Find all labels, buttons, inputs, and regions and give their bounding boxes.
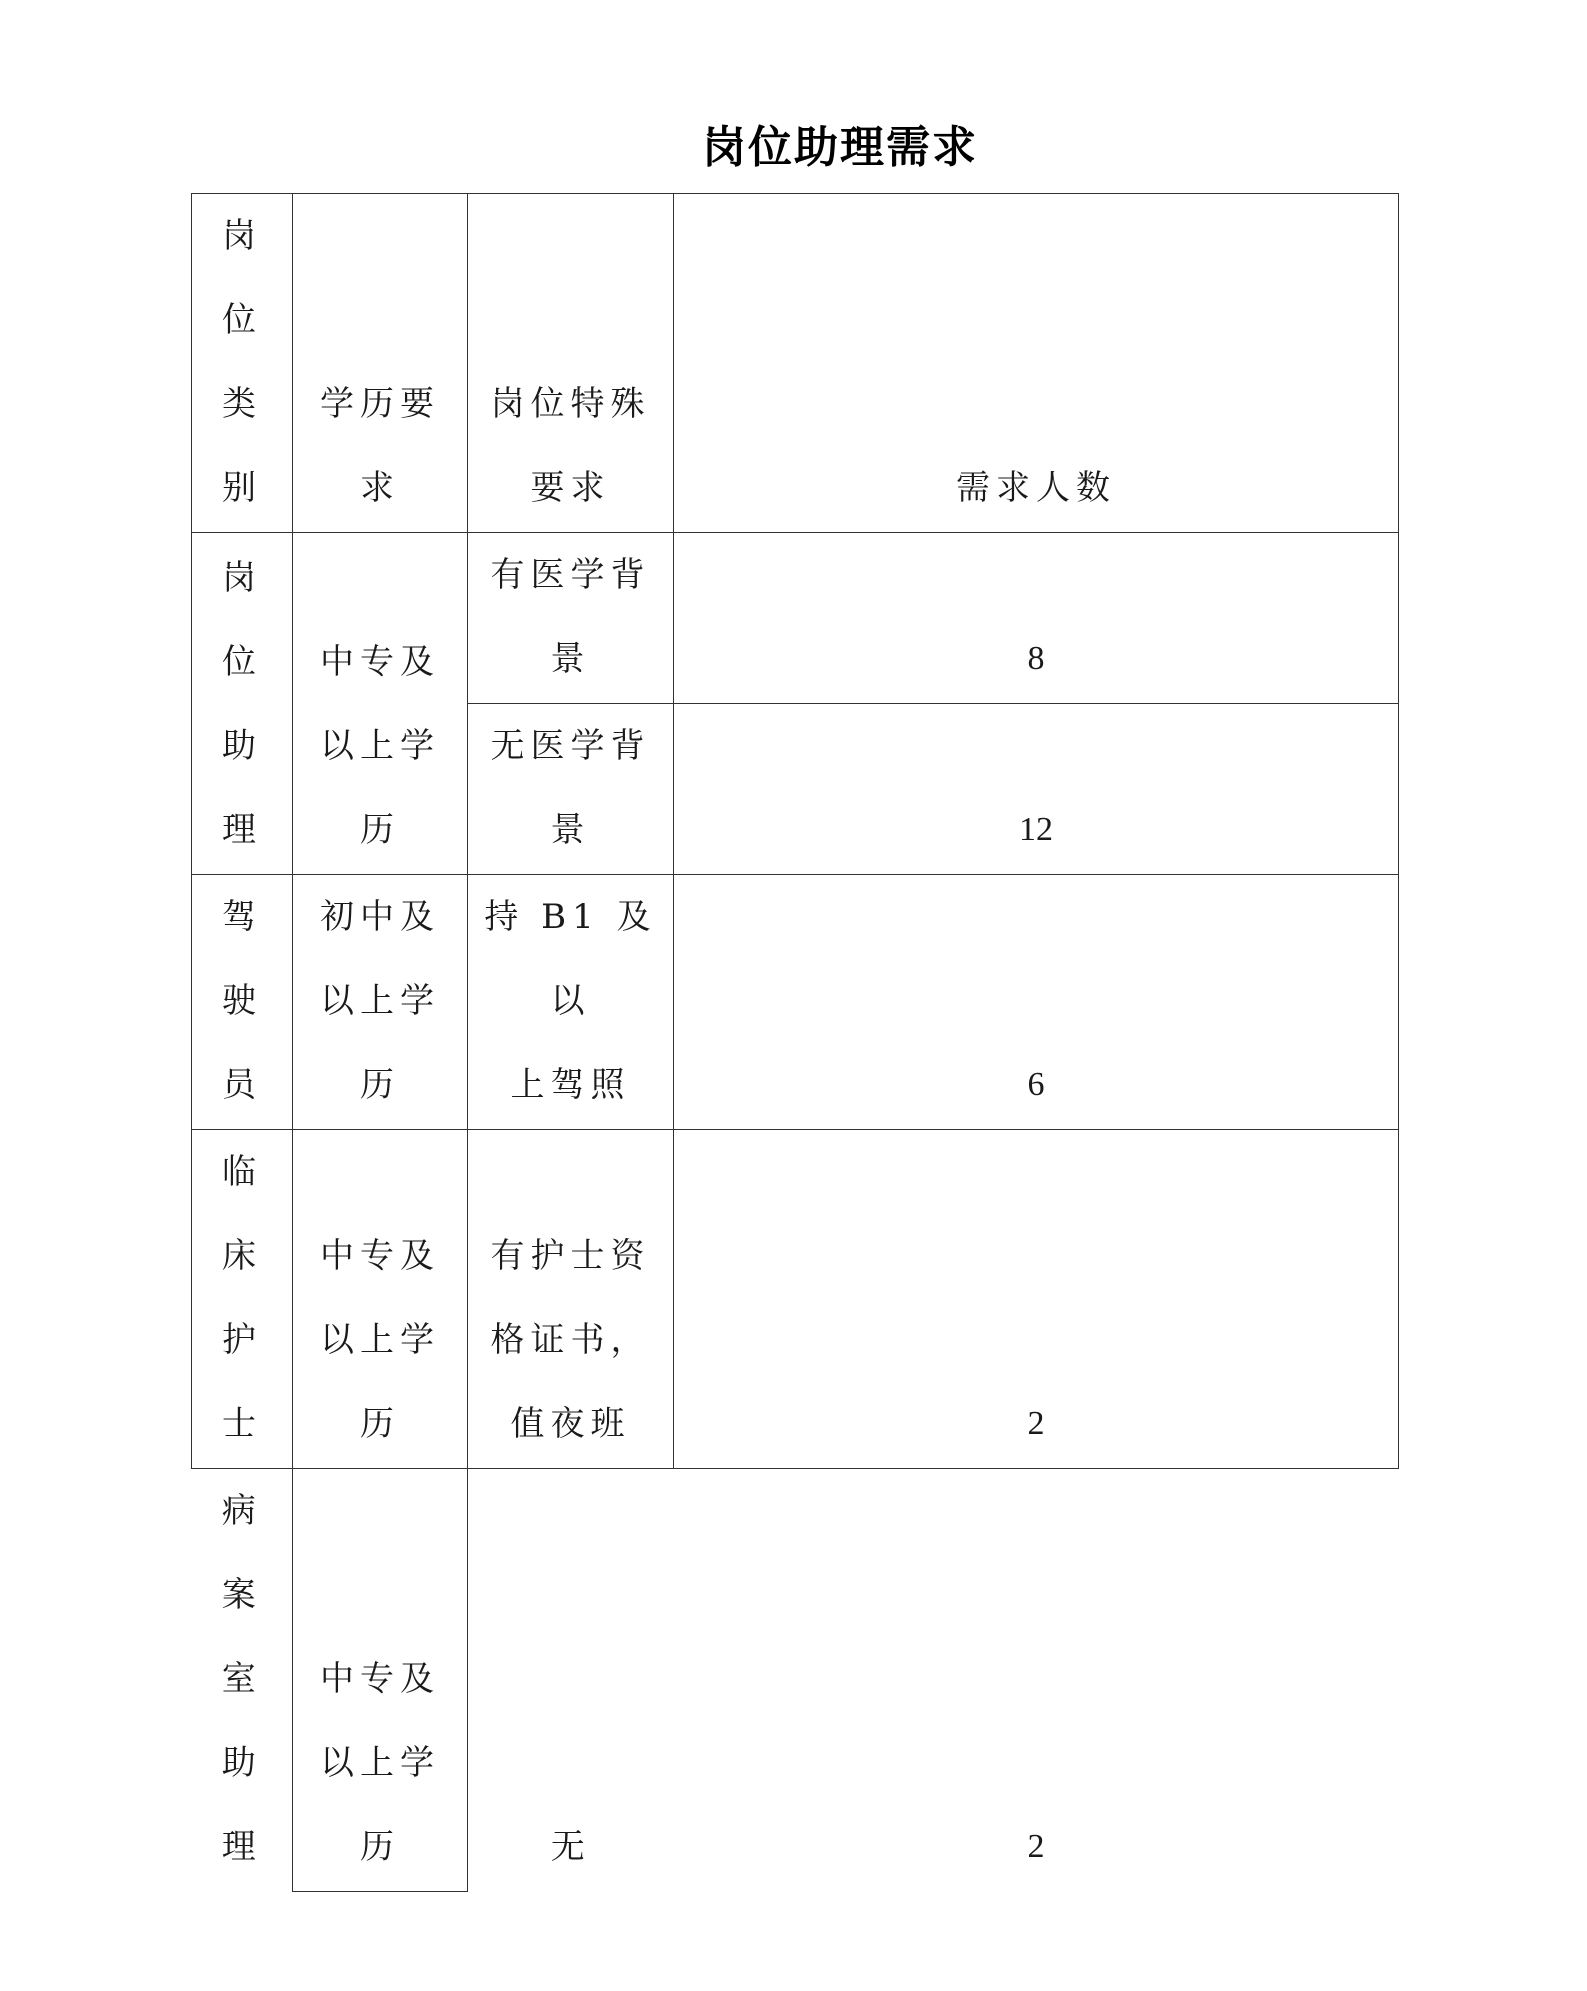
row-special: 有医学背 景	[468, 533, 674, 704]
row-education: 初中及 以上学 历	[293, 875, 468, 1130]
table-row	[192, 875, 1399, 1130]
header-special: 岗位特殊 要求	[468, 194, 674, 533]
table-header-row	[192, 194, 1399, 533]
row-count: 2	[1027, 1828, 1045, 1865]
row-count: 8	[674, 533, 1399, 704]
header-education: 学历要 求	[293, 194, 468, 533]
row-special: 无	[550, 1827, 591, 1867]
row-education: 中专及 以上学 历	[293, 1130, 468, 1469]
row-special: 有护士资 格证书， 值夜班	[468, 1130, 674, 1469]
row-category: 岗 位 助 理	[192, 533, 293, 875]
row-category: 病 案 室 助 理	[221, 1491, 262, 1867]
row-category: 驾 驶 员	[192, 875, 293, 1130]
row-special: 无医学背 景	[468, 704, 674, 875]
row-count: 2	[674, 1130, 1399, 1469]
requirements-table	[191, 193, 1399, 1892]
row-education: 中专及 以上学 历	[293, 1469, 468, 1892]
row-category: 临 床 护 士	[192, 1130, 293, 1469]
document-title: 岗位助理需求	[702, 122, 978, 173]
row-count: 12	[674, 704, 1399, 875]
row-special: 持 B1 及以 上驾照	[468, 875, 674, 1130]
header-category: 岗 位 类 别	[192, 194, 293, 533]
table-row	[192, 1469, 1399, 1892]
row-education: 中专及 以上学 历	[293, 533, 468, 875]
table-row	[192, 1130, 1399, 1469]
table-row	[192, 533, 1399, 704]
row-count: 6	[674, 875, 1399, 1130]
header-count: 需求人数	[674, 194, 1399, 533]
